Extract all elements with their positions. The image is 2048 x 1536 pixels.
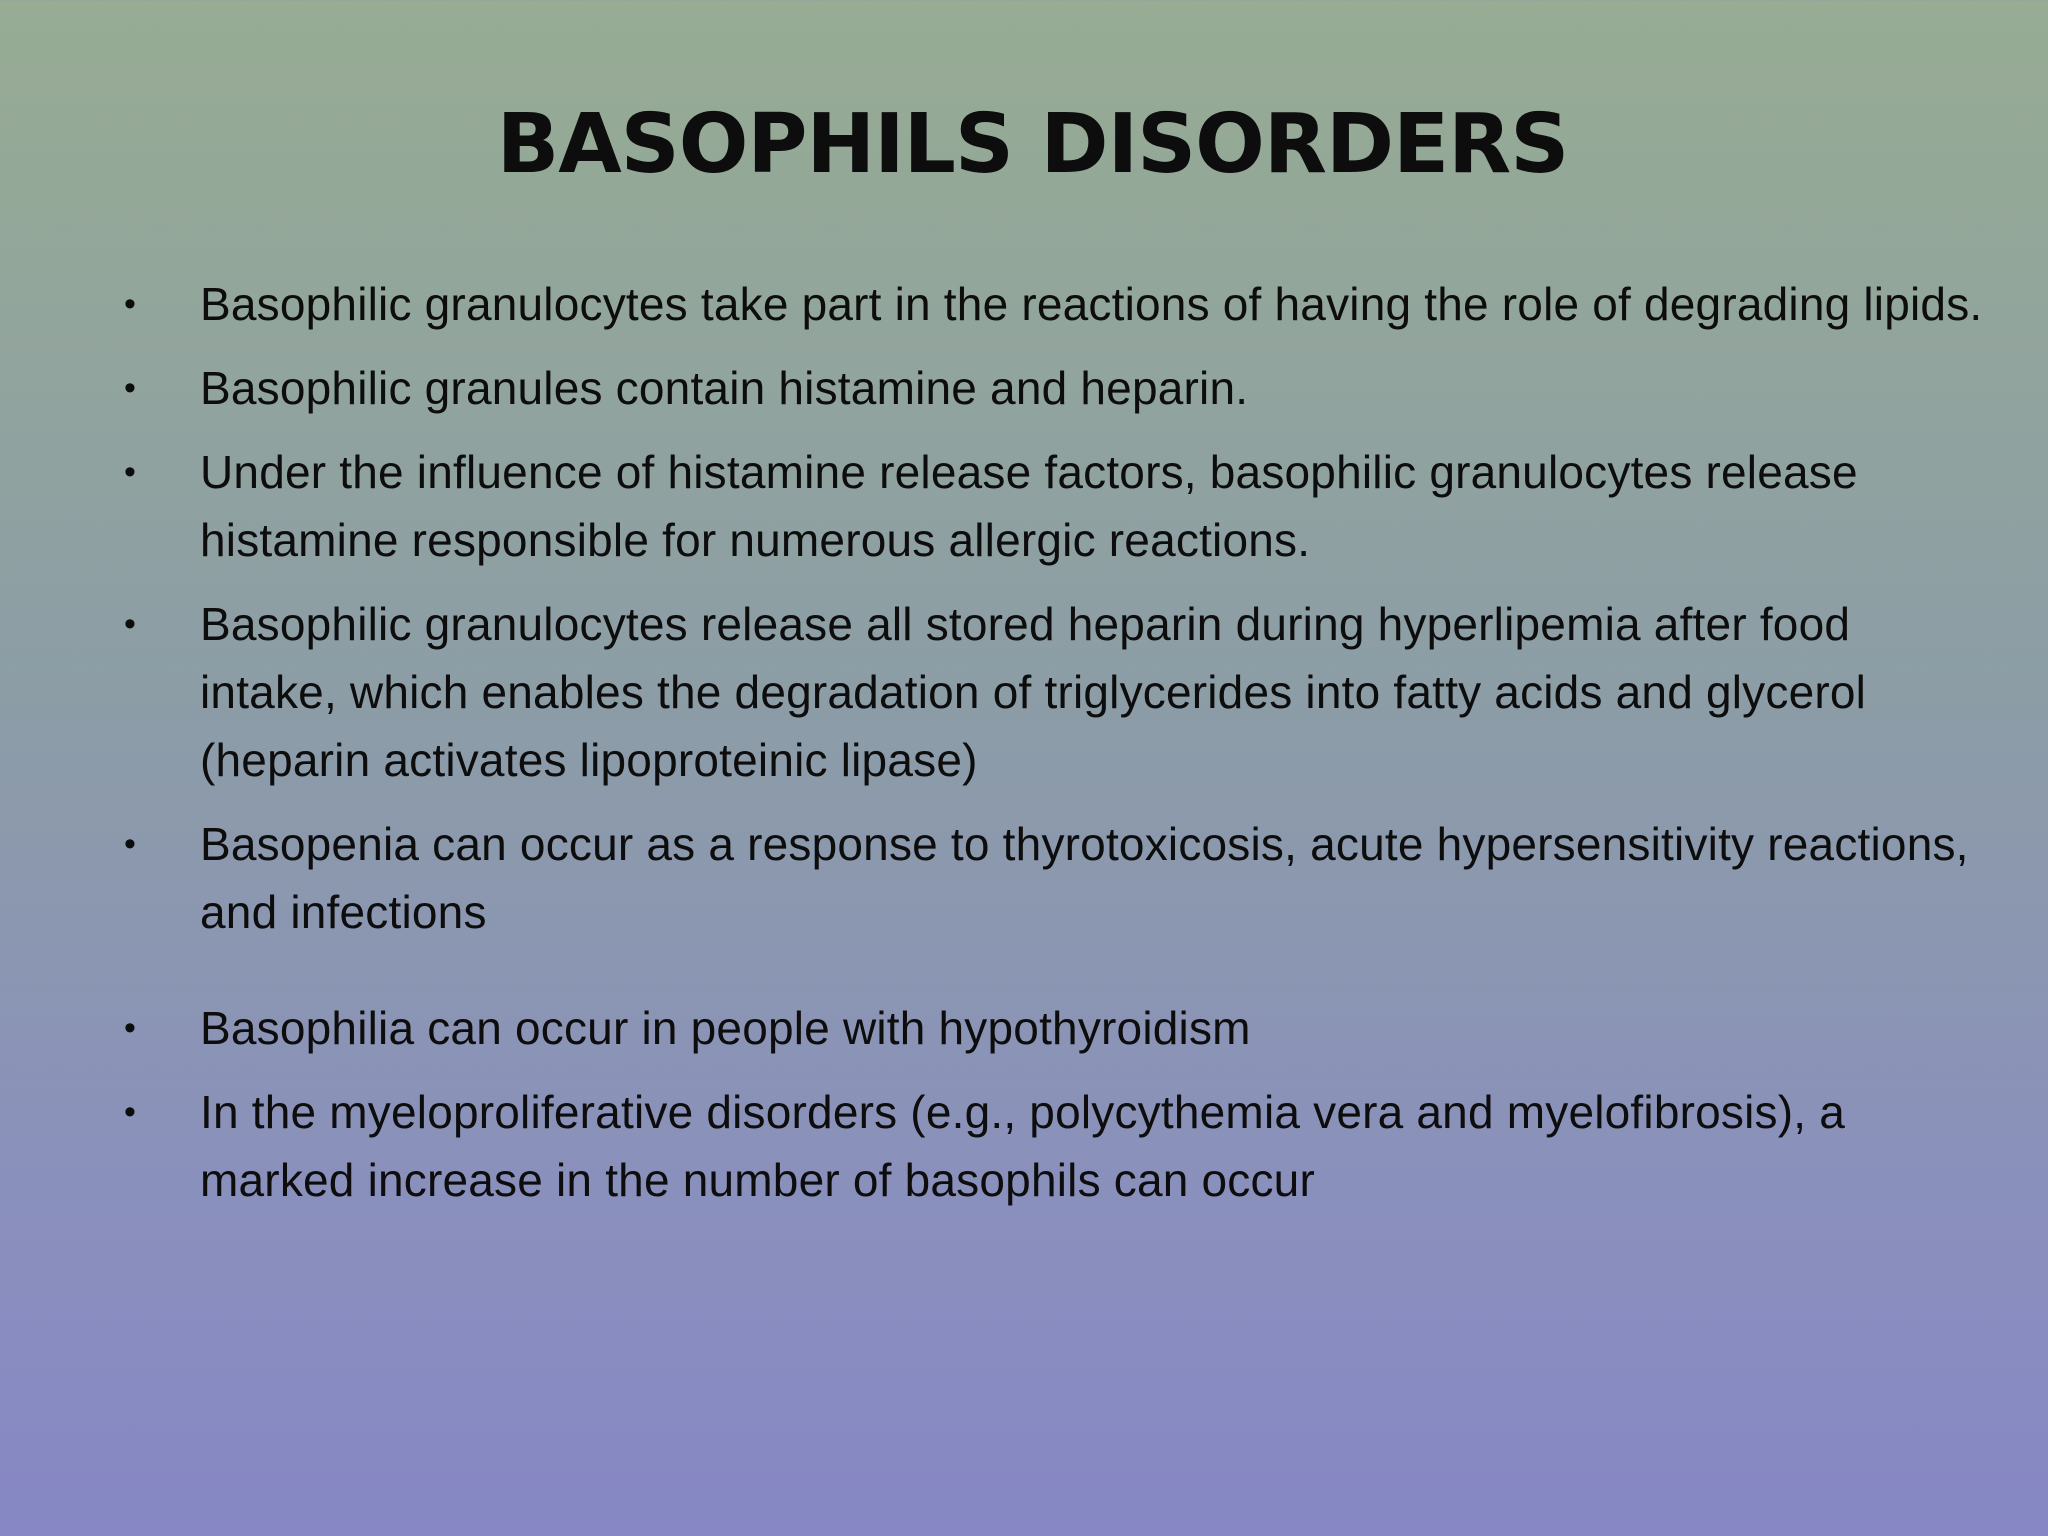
bullet-text: Basophilic granulocytes release all stored heparin during hyperlipemia after food intake, which enables the degradation of triglycerides into fatty acids and glycerol (heparin activates lipoproteinic lipase)	[200, 598, 1867, 786]
bullet-dot: •	[124, 1093, 137, 1131]
bullet-item-lipids	[120, 270, 2000, 338]
bullet-text: Under the influence of histamine release factors, basophilic granulocytes release histamine responsible for numerous allergic reactions.	[200, 446, 1858, 566]
bullet-dot: •	[124, 285, 137, 323]
bullet-list	[120, 270, 2000, 1230]
bullet-item-heparin	[120, 590, 2000, 794]
bullet-item-histamine-release	[120, 438, 2000, 574]
bullet-dot: •	[124, 1009, 137, 1047]
bullet-text: In the myeloproliferative disorders (e.g., polycythemia vera and myelofibrosis), a marked increase in the number of basophils can occur	[200, 1086, 1845, 1206]
slide-title: BASOPHILS DISORDERS	[496, 97, 1569, 192]
bullet-dot: •	[124, 825, 137, 863]
bullet-text: Basophilia can occur in people with hypothyroidism	[200, 1002, 1251, 1054]
bullet-text: Basophilic granulocytes take part in the reactions of having the role of degrading lipids.	[200, 278, 1983, 330]
bullet-text: Basophilic granules contain histamine and heparin.	[200, 362, 1249, 414]
bullet-dot: •	[124, 605, 137, 643]
bullet-item-granules	[120, 354, 2000, 422]
bullet-dot: •	[124, 369, 137, 407]
bullet-item-myeloproliferative	[120, 1078, 2000, 1214]
bullet-text: Basopenia can occur as a response to thyrotoxicosis, acute hypersensitivity reactions, and infections	[200, 818, 1969, 938]
bullet-dot: •	[124, 453, 137, 491]
bullet-item-basophilia	[120, 994, 2000, 1062]
bullet-item-basopenia	[120, 810, 2000, 946]
